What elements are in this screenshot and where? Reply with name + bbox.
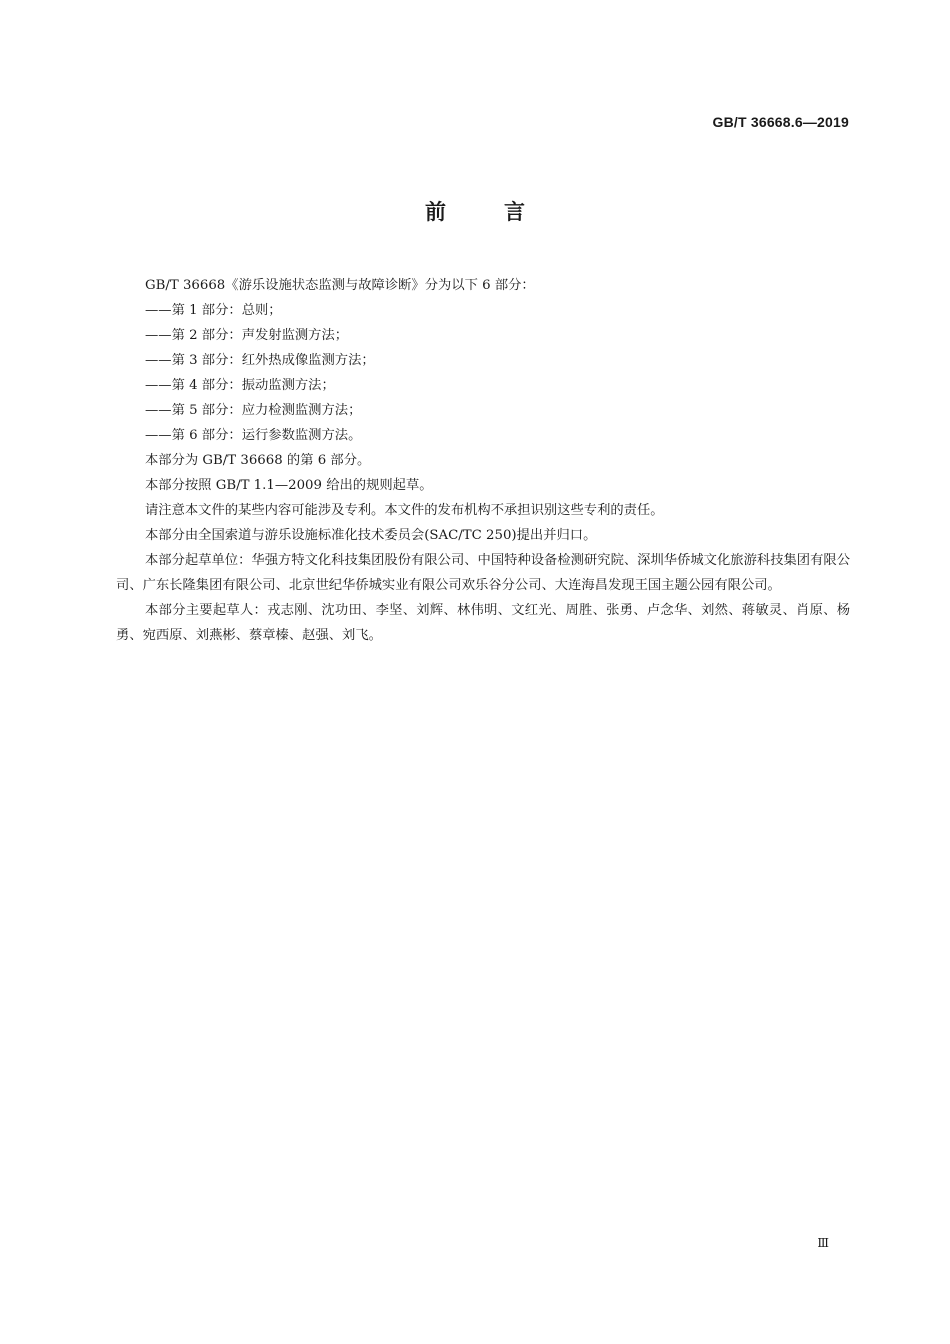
paragraph-part: 本部分为 GB/T 36668 的第 6 部分。 [145, 453, 371, 468]
paragraph-committee: 本部分由全国索道与游乐设施标准化技术委员会(SAC/TC 250)提出并归口。 [145, 528, 597, 543]
list-item: ——第 2 部分：声发射监测方法； [145, 328, 349, 343]
paragraph-drafters: 本部分主要起草人：戎志刚、沈功田、李坚、刘辉、林伟明、文红光、周胜、张勇、卢念华、刘然、蒋敏灵、肖原、杨勇、宛西原、刘燕彬、蔡章榛、赵强、刘飞。 [116, 603, 850, 643]
page-number: Ⅲ [817, 1236, 829, 1250]
paragraph-intro: GB/T 36668《游乐设施状态监测与故障诊断》分为以下 6 部分： [145, 278, 535, 293]
paragraph-drafting-units: 本部分起草单位：华强方特文化科技集团股份有限公司、中国特种设备检测研究院、深圳华侨城文化旅游科技集团有限公司、广东长隆集团有限公司、北京世纪华侨城实业有限公司欢乐谷分公司、大连海昌发现王国主题公园有限公司。 [116, 553, 850, 593]
list-item: ——第 3 部分：红外热成像监测方法； [145, 353, 375, 368]
document-body [116, 273, 850, 648]
page-title: 前言 [425, 200, 583, 224]
paragraph-patent-notice: 请注意本文件的某些内容可能涉及专利。本文件的发布机构不承担识别这些专利的责任。 [145, 503, 664, 518]
standard-code: GB/T 36668.6—2019 [712, 114, 849, 130]
sac-logo [196, 1325, 226, 1344]
list-item: ——第 5 部分：应力检测监测方法； [145, 403, 362, 418]
paragraph-drafting-rules: 本部分按照 GB/T 1.1—2009 给出的规则起草。 [145, 478, 433, 493]
list-item: ——第 4 部分：振动监测方法； [145, 378, 335, 393]
list-item: ——第 6 部分：运行参数监测方法。 [145, 428, 362, 443]
list-item: ——第 1 部分：总则； [145, 303, 282, 318]
